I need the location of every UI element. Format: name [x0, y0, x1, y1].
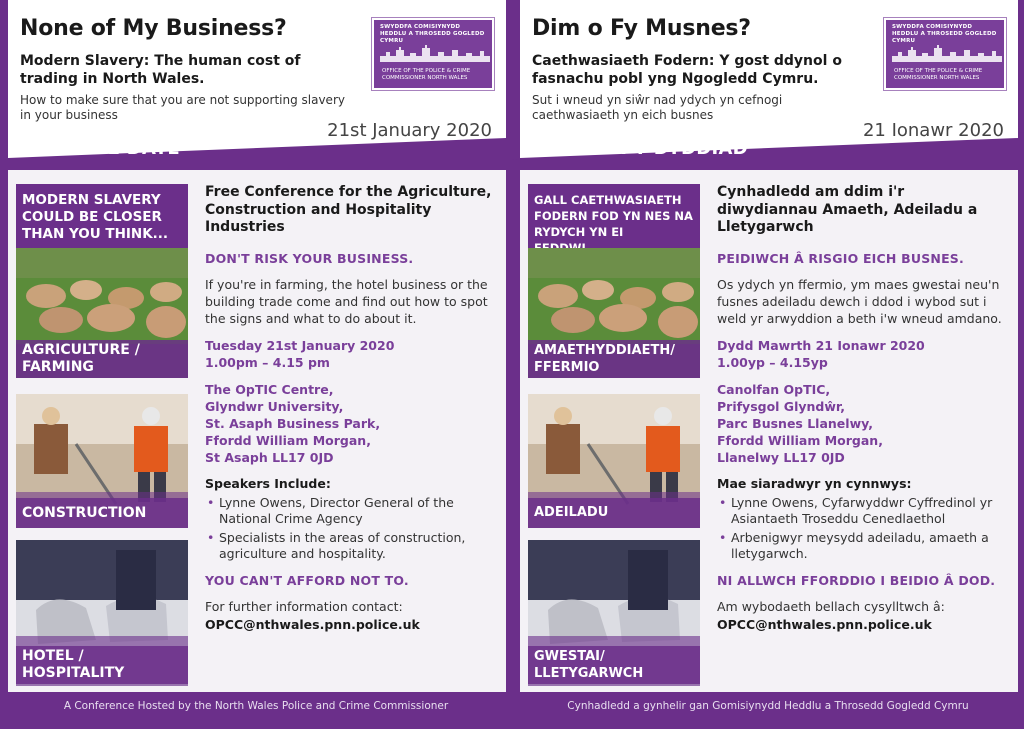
flyer-subtext: How to make sure that you are not supporting slavery in your business: [20, 93, 345, 122]
speakers-heading: Speakers Include:: [205, 475, 331, 491]
list-item: • Arbenigwyr meysydd adeiladu, amaeth a lletygarwch.: [717, 530, 1007, 563]
save-the-date: NODWCH Y DYDDIAD: [532, 138, 748, 159]
save-the-date: SAVE THE DATE: [20, 138, 181, 159]
sector-label: CONSTRUCTION: [16, 498, 188, 528]
afford-heading: NI ALLWCH FFORDDIO I BEIDIO Â DOD.: [717, 572, 996, 588]
venue-address: The OpTIC Centre, Glyndwr University, St. Asaph Business Park, Ffordd William Morgan, St Asaph LL17 0JD: [205, 381, 381, 465]
contact-text: Am wybodaeth bellach cysylltwch â:: [717, 598, 945, 614]
contact-email[interactable]: OPCC@nthwales.pnn.police.uk: [205, 616, 420, 632]
flyer-title: None of My Business?: [20, 16, 287, 41]
speakers-heading: Mae siaradwyr yn cynnwys:: [717, 475, 912, 491]
flyer-footer: A Conference Hosted by the North Wales Police and Crime Commissioner: [63, 700, 449, 712]
slavery-headline: GALL CAETHWASIAETH FODERN FOD YN NES NA RYDYCH YN EI: [528, 184, 700, 248]
conference-title: Free Conference for the Agriculture, Construction and Hospitality Industries: [205, 184, 492, 235]
risk-heading: PEIDIWCH Â RISGIO EICH BUSNES.: [717, 250, 964, 266]
contact-text: For further information contact:: [205, 598, 403, 614]
opcc-logo: [884, 18, 1006, 90]
sector-label: GWESTAI/ LLETYGARWCH: [528, 646, 700, 684]
flyer-subtitle: Modern Slavery: The human cost of trading in North Wales.: [20, 53, 301, 87]
event-time: Dydd Mawrth 21 Ionawr 2020 1.00yp – 4.15yp: [717, 337, 925, 370]
intro-text: If you're in farming, the hotel business or the building trade come and find out how to spot the signs and what to do about it.: [205, 276, 488, 326]
intro-text: Os ydych yn ffermio, ym maes gwestai neu'n fusnes adeiladu dewch i ddod i wybod sut i weld yr arwyddion a beth i'w wneud amdano.: [717, 276, 1002, 326]
speakers-list: [205, 495, 495, 563]
sector-column: [16, 178, 188, 686]
sector-agriculture: [16, 248, 188, 378]
conference-details: [717, 184, 1007, 632]
sector-column: [528, 178, 700, 686]
opcc-logo: [372, 18, 494, 90]
contact-email[interactable]: OPCC@nthwales.pnn.police.uk: [717, 616, 932, 632]
venue-address: Canolfan OpTIC, Prifysgol Glyndŵr, Parc Busnes Llanelwy, Ffordd William Morgan, Llanelwy LL17 0JD: [717, 381, 883, 465]
sector-label: HOTEL / HOSPITALITY: [16, 646, 188, 684]
conference-details: [205, 184, 495, 632]
logo-welsh-text: SWYDDFA COMISIYNYDD HEDDLU A THROSEDD GOGLEDD CYMRU: [892, 24, 997, 44]
flyer-subtitle: Caethwasiaeth Fodern: Y gost ddynol o fasnachu pobl yng Ngogledd Cymru.: [532, 53, 842, 87]
skyline-icon: [892, 44, 1002, 62]
sector-label: ADEILADU: [528, 498, 700, 528]
sector-hospitality: [528, 540, 700, 686]
slavery-headline: MODERN SLAVERY COULD BE CLOSER THAN YOU THINK...: [16, 184, 188, 248]
flyer-footer: Cynhadledd a gynhelir gan Gomisiynydd Heddlu a Throsedd Gogledd Cymru: [567, 700, 969, 712]
sector-construction: [528, 394, 700, 528]
conference-title: Cynhadledd am ddim i'r diwydiannau Amaeth, Adeiladu a Lletygarwch: [717, 184, 978, 235]
flyer-subtext: Sut i wneud yn siŵr nad ydych yn cefnogi caethwasiaeth yn eich busnes: [532, 93, 783, 122]
list-item: • Lynne Owens, Cyfarwyddwr Cyffredinol yr Asiantaeth Troseddu Cenedlaethol: [717, 495, 1007, 528]
list-item: • Specialists in the areas of construction, agriculture and hospitality.: [205, 530, 495, 563]
logo-english-text: OFFICE OF THE POLICE & CRIME COMMISSIONER NORTH WALES: [382, 68, 471, 81]
flyer-title: Dim o Fy Musnes?: [532, 16, 751, 41]
welsh-flyer: [512, 0, 1024, 729]
list-item: • Lynne Owens, Director General of the National Crime Agency: [205, 495, 495, 528]
sector-label: AMAETHYDDIAETH/ FFERMIO: [528, 340, 700, 378]
sector-agriculture: [528, 248, 700, 378]
event-date: 21st January 2020: [327, 120, 492, 141]
sector-construction: [16, 394, 188, 528]
speakers-list: [717, 495, 1007, 563]
sector-hospitality: [16, 540, 188, 686]
skyline-icon: [380, 44, 490, 62]
sector-label: AGRICULTURE / FARMING: [16, 340, 188, 378]
event-date: 21 Ionawr 2020: [862, 120, 1004, 141]
risk-heading: DON'T RISK YOUR BUSINESS.: [205, 250, 414, 266]
logo-welsh-text: SWYDDFA COMISIYNYDD HEDDLU A THROSEDD GOGLEDD CYMRU: [380, 24, 485, 44]
event-time: Tuesday 21st January 2020 1.00pm – 4.15 pm: [205, 337, 395, 370]
logo-english-text: OFFICE OF THE POLICE & CRIME COMMISSIONER NORTH WALES: [894, 68, 983, 81]
afford-heading: YOU CAN'T AFFORD NOT TO.: [205, 572, 409, 588]
